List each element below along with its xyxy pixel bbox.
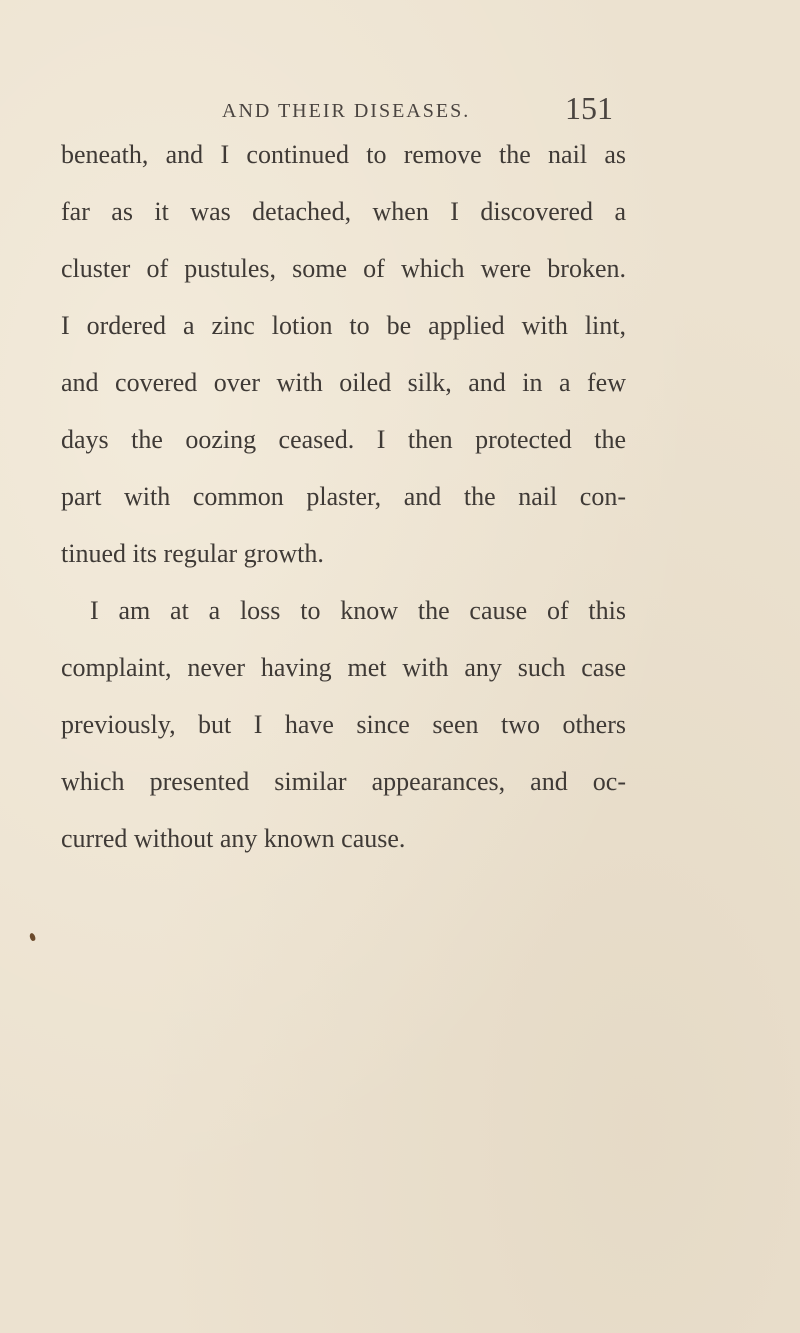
- running-head: AND THEIR DISEASES.: [222, 100, 471, 122]
- text-line: complaint, never having met with any such case: [61, 653, 626, 682]
- text-line: curred without any known cause.: [61, 824, 406, 853]
- text-line: I am at a loss to know the cause of this: [90, 596, 626, 625]
- text-line: I ordered a zinc lotion to be applied with lint,: [61, 311, 626, 340]
- text-line: days the oozing ceased. I then protected the: [61, 425, 626, 454]
- text-line: tinued its regular growth.: [61, 539, 324, 568]
- ink-speck: [29, 932, 36, 941]
- page-number: 151: [565, 90, 613, 126]
- text-line: part with common plaster, and the nail con-: [61, 482, 626, 511]
- text-line: beneath, and I continued to remove the nail as: [61, 140, 626, 169]
- text-line: and covered over with oiled silk, and in a few: [61, 368, 626, 397]
- text-line: which presented similar appearances, and oc-: [61, 767, 626, 796]
- text-line: previously, but I have since seen two others: [61, 710, 626, 739]
- text-line: far as it was detached, when I discovered a: [61, 197, 626, 226]
- text-line: cluster of pustules, some of which were broken.: [61, 254, 626, 283]
